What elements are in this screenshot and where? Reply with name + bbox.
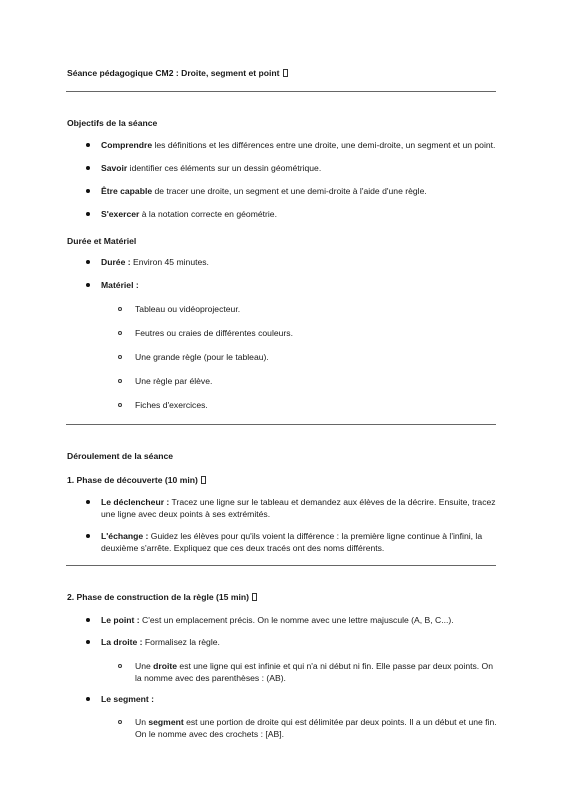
bullet-icon: [86, 283, 90, 287]
segment-definition: Un segment est une portion de droite qui est délimitée par deux points. Il a un début et une fin. On le nomme avec des crochets : [AB].: [135, 717, 497, 739]
bullet-icon: [86, 260, 90, 264]
bullet-icon: [86, 143, 90, 147]
circle-bullet-icon: [118, 307, 122, 311]
materiel-sub-item: Feutres ou craies de différentes couleurs.: [135, 328, 293, 338]
duree-item: Durée : Environ 45 minutes.: [101, 257, 209, 267]
objectifs-heading: Objectifs de la séance: [67, 118, 158, 128]
bullet-icon: [86, 534, 90, 538]
bullet-icon: [86, 500, 90, 504]
phase1-item: Le déclencheur : Tracez une ligne sur le tableau et demandez aux élèves de la décrire. Ensuite, tracez une ligne avec deux points à ses extrémités.: [101, 497, 496, 519]
circle-bullet-icon: [118, 720, 122, 724]
materiel-sub-item: Tableau ou vidéoprojecteur.: [135, 304, 241, 314]
divider: [66, 565, 496, 566]
phase2-point-item: Le point : C'est un emplacement précis. On le nomme avec une lettre majuscule (A, B, C...).: [101, 615, 454, 625]
materiel-sub-item: Fiches d'exercices.: [135, 400, 208, 410]
circle-bullet-icon: [118, 355, 122, 359]
duree-heading: Durée et Matériel: [67, 236, 137, 246]
missing-glyph-icon: [283, 69, 288, 77]
circle-bullet-icon: [118, 664, 122, 668]
phase2-segment-item: Le segment :: [101, 694, 155, 704]
bullet-icon: [86, 212, 90, 216]
materiel-item: Matériel :: [101, 280, 139, 290]
document-title: Séance pédagogique CM2 : Droite, segment et point: [67, 68, 288, 78]
deroulement-heading: Déroulement de la séance: [67, 451, 174, 461]
materiel-sub-item: Une règle par élève.: [135, 376, 213, 386]
circle-bullet-icon: [118, 403, 122, 407]
divider: [66, 91, 496, 92]
phase2-droite-item: La droite : Formalisez la règle.: [101, 637, 220, 647]
droite-definition: Une droite est une ligne qui est infinie et qui n'a ni début ni fin. Elle passe par deux points. On la nomme avec des parenthèses : (AB).: [135, 661, 494, 683]
divider: [66, 424, 496, 425]
circle-bullet-icon: [118, 379, 122, 383]
missing-glyph-icon: [201, 476, 206, 484]
objectif-item: Comprendre les définitions et les différences entre une droite, une demi-droite, un segment et un point.: [101, 140, 496, 150]
materiel-sub-item: Une grande règle (pour le tableau).: [135, 352, 269, 362]
phase1-item: L'échange : Guidez les élèves pour qu'ils voient la différence : la première ligne continue à l'infini, la deuxième s'arrête. Expliquez que ces deux tracés ont des noms différents.: [101, 531, 483, 553]
circle-bullet-icon: [118, 331, 122, 335]
objectif-item: Être capable de tracer une droite, un segment et une demi-droite à l'aide d'une règle.: [101, 186, 427, 196]
bullet-icon: [86, 697, 90, 701]
objectif-item: S'exercer à la notation correcte en géométrie.: [101, 209, 277, 219]
bullet-icon: [86, 640, 90, 644]
bullet-icon: [86, 189, 90, 193]
phase1-heading: 1. Phase de découverte (10 min): [67, 475, 206, 485]
bullet-icon: [86, 166, 90, 170]
phase2-heading: 2. Phase de construction de la règle (15 min): [67, 592, 257, 602]
bullet-icon: [86, 618, 90, 622]
objectif-item: Savoir identifier ces éléments sur un dessin géométrique.: [101, 163, 322, 173]
missing-glyph-icon: [252, 593, 257, 601]
